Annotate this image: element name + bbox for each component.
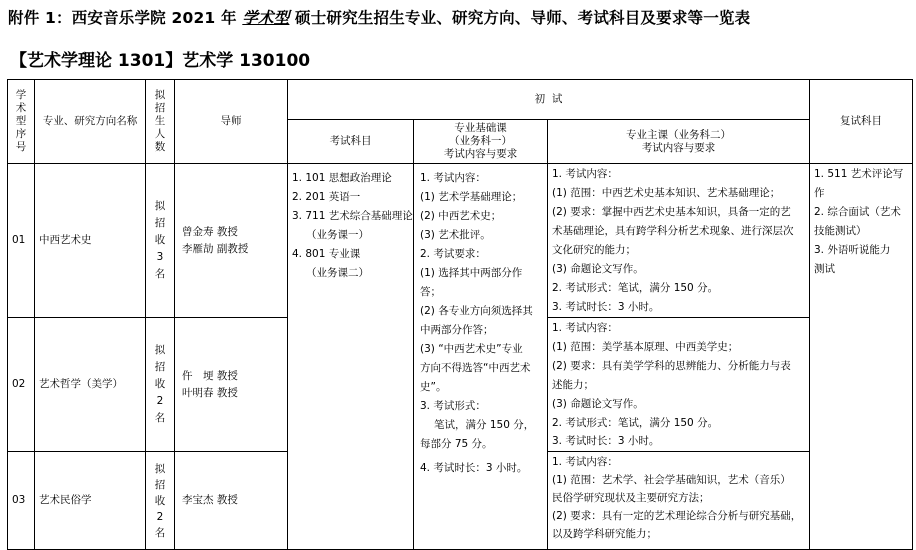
header-basic-line: 专业基础课 bbox=[454, 122, 507, 134]
retest-line: 1. 511 艺术评论写 bbox=[814, 168, 904, 180]
advisor-name: 曾金寿 教授 bbox=[182, 225, 238, 238]
header-retest: 复试科目 bbox=[840, 115, 882, 127]
exam-subject-line: 4. 801 专业课 bbox=[292, 248, 361, 260]
row-quota-char: 收 bbox=[154, 494, 166, 507]
basic-course-line: 方向不得选答“中西艺术 bbox=[420, 362, 531, 374]
advisor-name: 李宝杰 教授 bbox=[182, 494, 238, 506]
exam-subject-line: 2. 201 英语一 bbox=[292, 191, 361, 203]
header-advisor: 导师 bbox=[220, 115, 242, 127]
main-course-line: 3. 考试时长：3 小时。 bbox=[552, 435, 660, 447]
row-quota-char: 2 bbox=[156, 395, 164, 407]
row-quota-char: 名 bbox=[154, 412, 166, 424]
exam-subject-line: 3. 711 艺术综合基础理论 bbox=[292, 210, 413, 222]
header-quota-char: 人 bbox=[154, 128, 166, 140]
row-quota-char: 名 bbox=[154, 526, 166, 539]
header-initial: 初 试 bbox=[534, 93, 563, 105]
row-advisors bbox=[182, 164, 287, 317]
main-course-line: 文化研究的能力； bbox=[552, 244, 636, 256]
header-quota-char: 拟 bbox=[154, 89, 166, 101]
header-basic-course bbox=[414, 120, 547, 163]
title-prefix: 附件 1：西安音乐学院 2021 年 bbox=[8, 9, 243, 27]
basic-course-line: (1) 选择其中两部分作 bbox=[420, 267, 523, 279]
header-direction: 专业、研究方向名称 bbox=[42, 115, 138, 127]
basic-course-line: 3. 考试形式： bbox=[420, 400, 486, 412]
row-advisors bbox=[182, 318, 287, 451]
basic-course-line: 1. 考试内容： bbox=[420, 172, 486, 184]
header-seq-char: 号 bbox=[15, 141, 27, 153]
exam-subject-line: （业务课二） bbox=[306, 267, 369, 279]
main-course-line: (3) 命题论文写作。 bbox=[552, 398, 644, 410]
header-seq-char: 型 bbox=[15, 115, 27, 127]
main-course-line: 民俗学研究现状及主要研究方法； bbox=[552, 492, 710, 504]
document-title bbox=[8, 6, 750, 28]
main-course-line: 述能力； bbox=[552, 379, 594, 391]
retest-line: 作 bbox=[814, 187, 825, 199]
row-quota bbox=[146, 318, 174, 451]
row-direction: 艺术民俗学 bbox=[39, 494, 92, 506]
row-quota-char: 3 bbox=[156, 251, 164, 263]
basic-course-line: (2) 各专业方向须选择其 bbox=[420, 305, 533, 317]
row-quota bbox=[146, 452, 174, 549]
retest-line: 测试 bbox=[814, 263, 835, 275]
basic-course-line: 中两部分作答； bbox=[420, 324, 494, 336]
header-quota-char: 招 bbox=[154, 102, 166, 114]
header-quota-char: 数 bbox=[154, 141, 166, 153]
retest-line: 3. 外语听说能力 bbox=[814, 244, 891, 256]
row-quota-char: 名 bbox=[154, 268, 166, 280]
header-main-line: 专业主课（业务科二） bbox=[626, 128, 731, 141]
basic-course-line: 答； bbox=[420, 286, 441, 298]
header-quota bbox=[146, 80, 174, 163]
exam-subject-line: 1. 101 思想政治理论 bbox=[292, 172, 392, 184]
main-course-line: (2) 要求：具有美学学科的思辨能力、分析能力与表 bbox=[552, 360, 791, 372]
basic-course-line: (3) “中西艺术史”专业 bbox=[420, 343, 523, 355]
main-course-line: 1. 考试内容： bbox=[552, 322, 618, 334]
header-seq-char: 序 bbox=[15, 128, 27, 140]
row-seq: 03 bbox=[12, 494, 26, 506]
header-seq bbox=[8, 80, 34, 163]
header-seq-char: 术 bbox=[15, 102, 27, 114]
main-course-line: 以及跨学科研究能力； bbox=[552, 528, 657, 540]
header-basic-line: 考试内容与要求 bbox=[443, 148, 518, 160]
header-seq-char: 学 bbox=[15, 89, 27, 101]
basic-course-line: 每部分 75 分。 bbox=[420, 438, 493, 450]
main-course-line: 3. 考试时长：3 小时。 bbox=[552, 301, 660, 313]
row-quota-char: 招 bbox=[154, 478, 166, 491]
basic-course-line: 4. 考试时长：3 小时。 bbox=[420, 462, 528, 474]
retest-line: 2. 综合面试（艺术 bbox=[814, 206, 901, 218]
basic-course-line: (3) 艺术批评。 bbox=[420, 229, 491, 241]
title-suffix: 硕士研究生招生专业、研究方向、导师、考试科目及要求等一览表 bbox=[289, 9, 751, 27]
main-course-line: (2) 要求：掌握中西艺术史基本知识，具备一定的艺 bbox=[552, 206, 791, 218]
row-quota-char: 招 bbox=[154, 217, 166, 229]
basic-course-line: (1) 艺术学基础理论； bbox=[420, 191, 523, 203]
main-course-line: 2. 考试形式：笔试，满分 150 分。 bbox=[552, 417, 719, 429]
advisor-name: 叶明春 教授 bbox=[182, 386, 238, 399]
row-quota-char: 2 bbox=[156, 510, 164, 523]
row-seq: 01 bbox=[12, 234, 26, 246]
basic-course-line: 2. 考试要求： bbox=[420, 248, 486, 260]
main-course-line: (3) 命题论文写作。 bbox=[552, 263, 644, 275]
title-emphasis: 学术型 bbox=[242, 9, 290, 27]
main-course-line: (1) 范围：中西艺术史基本知识、艺术基础理论； bbox=[552, 187, 781, 199]
row-quota bbox=[146, 164, 174, 317]
main-course-line: 1. 考试内容： bbox=[552, 456, 618, 468]
advisor-name: 仵 埂 教授 bbox=[182, 369, 238, 382]
row-direction: 中西艺术史 bbox=[39, 234, 92, 246]
main-course-line: (2) 要求：具有一定的艺术理论综合分析与研究基础， bbox=[552, 510, 802, 522]
row-direction: 艺术哲学（美学） bbox=[39, 378, 123, 390]
row-advisors bbox=[182, 452, 287, 549]
main-course-line: (1) 范围：艺术学、社会学基础知识，艺术（音乐） bbox=[552, 474, 791, 486]
retest-line: 技能测试） bbox=[814, 225, 867, 237]
row-quota-char: 拟 bbox=[154, 200, 166, 212]
row-quota-char: 拟 bbox=[154, 462, 166, 475]
row-quota-char: 招 bbox=[154, 361, 166, 373]
header-quota-char: 生 bbox=[154, 115, 166, 127]
header-main-course bbox=[548, 120, 809, 163]
header-main-line: 考试内容与要求 bbox=[641, 141, 716, 154]
advisor-name: 李雁劼 副教授 bbox=[182, 242, 249, 255]
row-quota-char: 收 bbox=[154, 234, 166, 246]
row-seq: 02 bbox=[12, 378, 26, 390]
exam-subject-line: （业务课一） bbox=[306, 229, 369, 241]
basic-course-line: (2) 中西艺术史； bbox=[420, 210, 502, 222]
row-quota-char: 收 bbox=[154, 378, 166, 390]
header-basic-line: （业务科一） bbox=[449, 135, 512, 147]
section-heading: 【艺术学理论 1301】艺术学 130100 bbox=[10, 51, 311, 71]
main-course-line: 1. 考试内容： bbox=[552, 168, 618, 180]
main-course-line: 2. 考试形式：笔试，满分 150 分。 bbox=[552, 282, 719, 294]
header-exam-subjects: 考试科目 bbox=[329, 135, 372, 147]
main-course-line: 术基础理论，具有跨学科分析艺术现象、进行深层次 bbox=[552, 225, 794, 237]
basic-course-line: 笔试，满分 150 分， bbox=[434, 419, 535, 431]
row-quota-char: 拟 bbox=[154, 344, 166, 356]
main-course-line: (1) 范围：美学基本原理、中西美学史； bbox=[552, 341, 739, 353]
basic-course-line: 史”。 bbox=[420, 381, 447, 393]
